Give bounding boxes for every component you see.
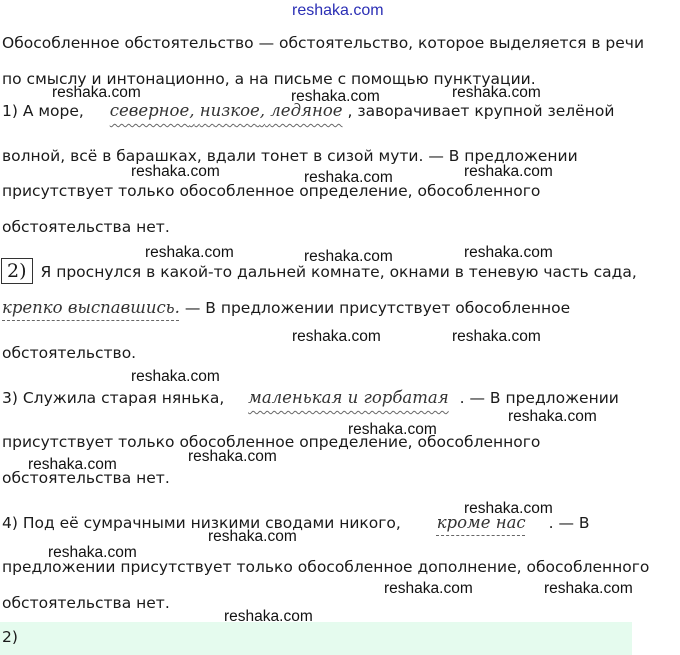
item-2-line-2 <box>2 298 570 318</box>
item-4-prefix: 4) Под её сумрачными низкими сводами никого, <box>2 514 401 532</box>
answer-row <box>0 622 632 655</box>
item-1-handwritten-words: северное, низкое, ледяное <box>109 101 343 120</box>
item-4-suffix: . — В <box>548 514 590 532</box>
watermark: reshaka.com <box>224 608 313 625</box>
item-4-line-2: предложении присутствует только обособленное дополнение, обособленного <box>2 558 650 576</box>
watermark: reshaka.com <box>304 248 393 265</box>
watermark: reshaka.com <box>48 544 137 561</box>
item-3-line-3: обстоятельства нет. <box>2 469 170 487</box>
watermark: reshaka.com <box>131 368 220 385</box>
item-3-prefix: 3) Служила старая нянька, <box>2 389 225 407</box>
watermark: reshaka.com <box>464 244 553 261</box>
item-3-handwritten-words: маленькая и горбатая <box>248 388 449 407</box>
watermark: reshaka.com <box>384 580 473 597</box>
watermark: reshaka.com <box>544 580 633 597</box>
watermark: reshaka.com <box>131 163 220 180</box>
item-2-text: Я проснулся в какой-то дальней комнате, окнами в теневую часть сада, <box>40 263 637 281</box>
watermark: reshaka.com <box>208 528 297 545</box>
item-4-line-3: обстоятельства нет. <box>2 594 170 612</box>
item-4-handwritten-words: кроме нас <box>436 513 526 532</box>
item-1-suffix: , заворачивает крупной зелёной <box>347 102 615 120</box>
watermark: reshaka.com <box>464 500 553 517</box>
item-2-line-3: обстоятельство. <box>2 344 137 362</box>
answer-label: 2) <box>2 628 18 646</box>
item-1-line-4: обстоятельства нет. <box>2 218 170 236</box>
item-1-line-3: присутствует только обособленное определение, обособленного <box>2 182 541 200</box>
item-3-suffix: . — В предложении <box>459 389 619 407</box>
watermark: reshaka.com <box>304 169 393 186</box>
item-1-prefix: 1) А море, <box>2 102 84 120</box>
item-2-number-box: 2) <box>1 258 33 284</box>
watermark-top: reshaka.com <box>292 2 384 19</box>
item-2-handwritten-words: крепко выспавшись. <box>2 298 180 317</box>
watermark: reshaka.com <box>28 456 117 473</box>
watermark: reshaka.com <box>452 84 541 101</box>
watermark: reshaka.com <box>52 84 141 101</box>
watermark: reshaka.com <box>188 448 277 465</box>
item-1-line-2: волной, всё в барашках, вдали тонет в сизой мути. — В предложении <box>2 147 578 165</box>
watermark: reshaka.com <box>145 244 234 261</box>
watermark: reshaka.com <box>508 408 597 425</box>
item-2-rest: — В предложении присутствует обособленное <box>179 299 571 317</box>
definition-line-1: Обособленное обстоятельство — обстоятельство, которое выделяется в речи <box>2 34 645 52</box>
watermark: reshaka.com <box>464 163 553 180</box>
item-3-line-1 <box>2 388 619 408</box>
watermark: reshaka.com <box>348 421 437 438</box>
definition-line-2: по смыслу и интонационно, а на письме с помощью пунктуации. <box>2 70 536 88</box>
watermark: reshaka.com <box>291 88 380 105</box>
watermark: reshaka.com <box>452 328 541 345</box>
watermark: reshaka.com <box>292 328 381 345</box>
item-3-line-2: присутствует только обособленное определение, обособленного <box>2 433 541 451</box>
